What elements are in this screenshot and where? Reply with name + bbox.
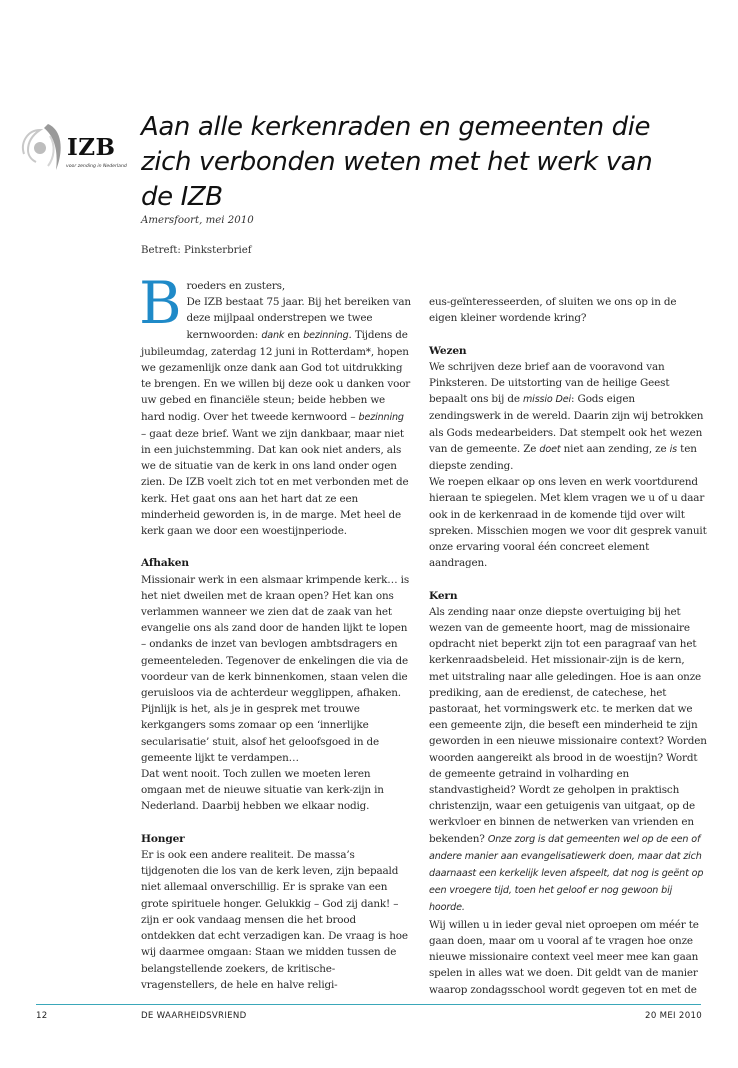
page-title: Aan alle kerkenraden en gemeenten die zich verbonden weten met het werk van de IZB [141,112,653,212]
publication-name: DE WAARHEIDSVRIEND [141,1011,247,1021]
wezen-paragraph-2: We roepen elkaar op ons leven en werk voortdurend hieraan te spiegelen. Met klem vragen we u of u daar ook in de kerkenraad in de komende tijd over wilt spreken. Misschien mogen we voor dit gesprek vanuit onze ervaring vooral één concreet element aandragen. [429,476,707,570]
logo-tagline: voor zending in Nederland [66,164,127,169]
dropcap: B [139,269,182,337]
wezen-emphasis: is [669,443,678,455]
greeting-text: roeders en zusters, [186,280,285,292]
intro-text: – gaat deze brief. Want we zijn dankbaar, maar niet in een juichstemming. Dat kan ook niet anders, als we de situatie van de kerk in ons land onder ogen zien. De IZB voelt zich tot en met verbonden met de kerk. Het gaat ons aan het hart dat ze een minderheid geworden is, in de marge. Met heel de kerk gaan we door een woestijnperiode. [141,427,409,538]
column-left [139,269,411,993]
section-heading-honger: Honger [141,832,185,845]
intro-emphasis: bezinning [303,329,349,341]
wezen-text: We schrijven deze brief aan de vooravond van Pinksteren. De uitstorting van de heilige Geest bepaalt ons bij de [429,360,670,406]
footer-rule [36,1004,701,1005]
intro-text: en [284,328,304,341]
izb-swirl-logo-icon [14,118,74,178]
afhaken-paragraph-1: Missionair werk in een alsmaar krimpende kerk… is het niet dweilen met de kraan open? Het kan ons verlammen wanneer we zien dat de zaak van het evangelie ons als zand door de handen lijkt te lopen – ondanks de inzet van bevlogen ambtsdragers en gemeenteleden. Tegenover de enkelingen die via de voordeur van de kerk binnenkomen, staan velen die geruisloos via de achterdeur wegglippen, afhaken. Pijnlijk is het, als je in gesprek met trouwe kerkgangers soms zomaar op een ‘innerlijke secularisatie’ stuit, alsof het geloofsgoed in de gemeente lijkt te verdampen… [141,573,410,764]
section-heading-kern: Kern [429,589,458,602]
intro-emphasis: bezinning [358,411,404,423]
kern-text: Als zending naar onze diepste overtuiging bij het wezen van de gemeente hoort, mag de missionaire opdracht niet beperkt zijn tot een paragraaf van het kerkenraadsbeleid. Het missionair-zijn is de kern, met uitstraling naar alle geledingen. Hoe is aan onze prediking, aan de eredienst, de catechese, het pastoraat, het vormingswerk etc. te merken dat we een gemeente zijn, die beseft een minderheid te zijn geworden in een nieuwe missionaire context? Worden woorden aangereikt als brood in de woestijn? Wordt de gemeente getraind in volharding en standvastigheid? Wordt ze geholpen in praktisch christenzijn, waar een getuigenis van uitgaat, op de werkvloer en binnen de netwerken van vrienden en bekenden? [429,605,707,845]
intro-text: . Tijdens de jubileumdag, zaterdag 12 juni in Rotterdam*, hopen we gezamenlijk onze dank aan God tot uitdrukking te brengen. En we willen bij deze ook u danken voor uw gebed en financiële steun; beide hebben we hard nodig. Over het tweede kernwoord – [141,328,411,423]
afhaken-paragraph-2: Dat went nooit. Toch zullen we moeten leren omgaan met de nieuwe situatie van kerk-zijn in Nederland. Daarbij hebben we elkaar nodig. [141,768,384,813]
wezen-emphasis: doet [539,443,561,455]
kern-emphasis: Onze zorg is dat gemeenten wel op de een of andere manier aan evangelisatiewerk doen, maar dat zich daarnaast een kerkelijk leven afspeelt, dat nog is geënt op een vroegere tijd, toen het geloof er nog gewoon bij hoorde. [429,833,704,914]
wezen-emphasis: missio Dei [522,394,572,406]
kern-paragraph-2: Wij willen u in ieder geval niet oproepen om méér te gaan doen, maar om u vooral af te vragen hoe onze nieuwe missionaire context veel meer mee kan gaan spelen in alles wat we doen. Dit geldt van de manier waarop zondagsschool wordt gegeven tot en met de [429,918,699,996]
wezen-paragraph-1 [429,359,707,474]
wezen-text: niet aan zending, ze [560,442,670,455]
page-number: 12 [36,1011,48,1021]
izb-logo [14,118,134,178]
section-heading-afhaken: Afhaken [141,557,189,570]
place-date: Amersfoort, mei 2010 [141,215,254,226]
honger-paragraph-continued: eus-geïnteresseerden, of sluiten we ons op in de eigen kleiner wordende kring? [429,296,677,325]
honger-paragraph-1: Er is ook een andere realiteit. De massa’s tijdgenoten die los van de kerk leven, zijn bepaald niet allemaal onverschillig. Er is sprake van een grote spirituele honger. Gelukkig – God zij dank! – zijn er ook vandaag mensen die het brood ontdekken dat echt verzadigen kan. De vraag is hoe wij daarmee omgaan: Staan we midden tussen de belangstellende zoekers, de kritische-vragenstellers, de hele en halve religi- [141,849,408,991]
section-heading-wezen: Wezen [429,344,467,357]
wezen-text: : Gods eigen zendingswerk in de wereld. Daarin zijn wij betrokken als Gods medearbeiders. Dat stempelt ook het wezen van de gemeente. Ze [429,393,704,455]
kern-paragraph-1 [429,604,707,917]
wezen-text: ten diepste zending. [429,442,697,473]
intro-paragraph [141,294,411,539]
issue-date: 20 MEI 2010 [645,1011,702,1021]
logo-wordmark: IZB [67,134,116,161]
intro-emphasis: dank [261,329,285,341]
column-right [429,294,707,998]
greeting [141,278,411,294]
intro-text: De IZB bestaat 75 jaar. Bij het bereiken van deze mijlpaal onderstrepen we twee kernwoorden: [186,296,411,341]
subject-line: Betreft: Pinksterbrief [141,245,252,256]
